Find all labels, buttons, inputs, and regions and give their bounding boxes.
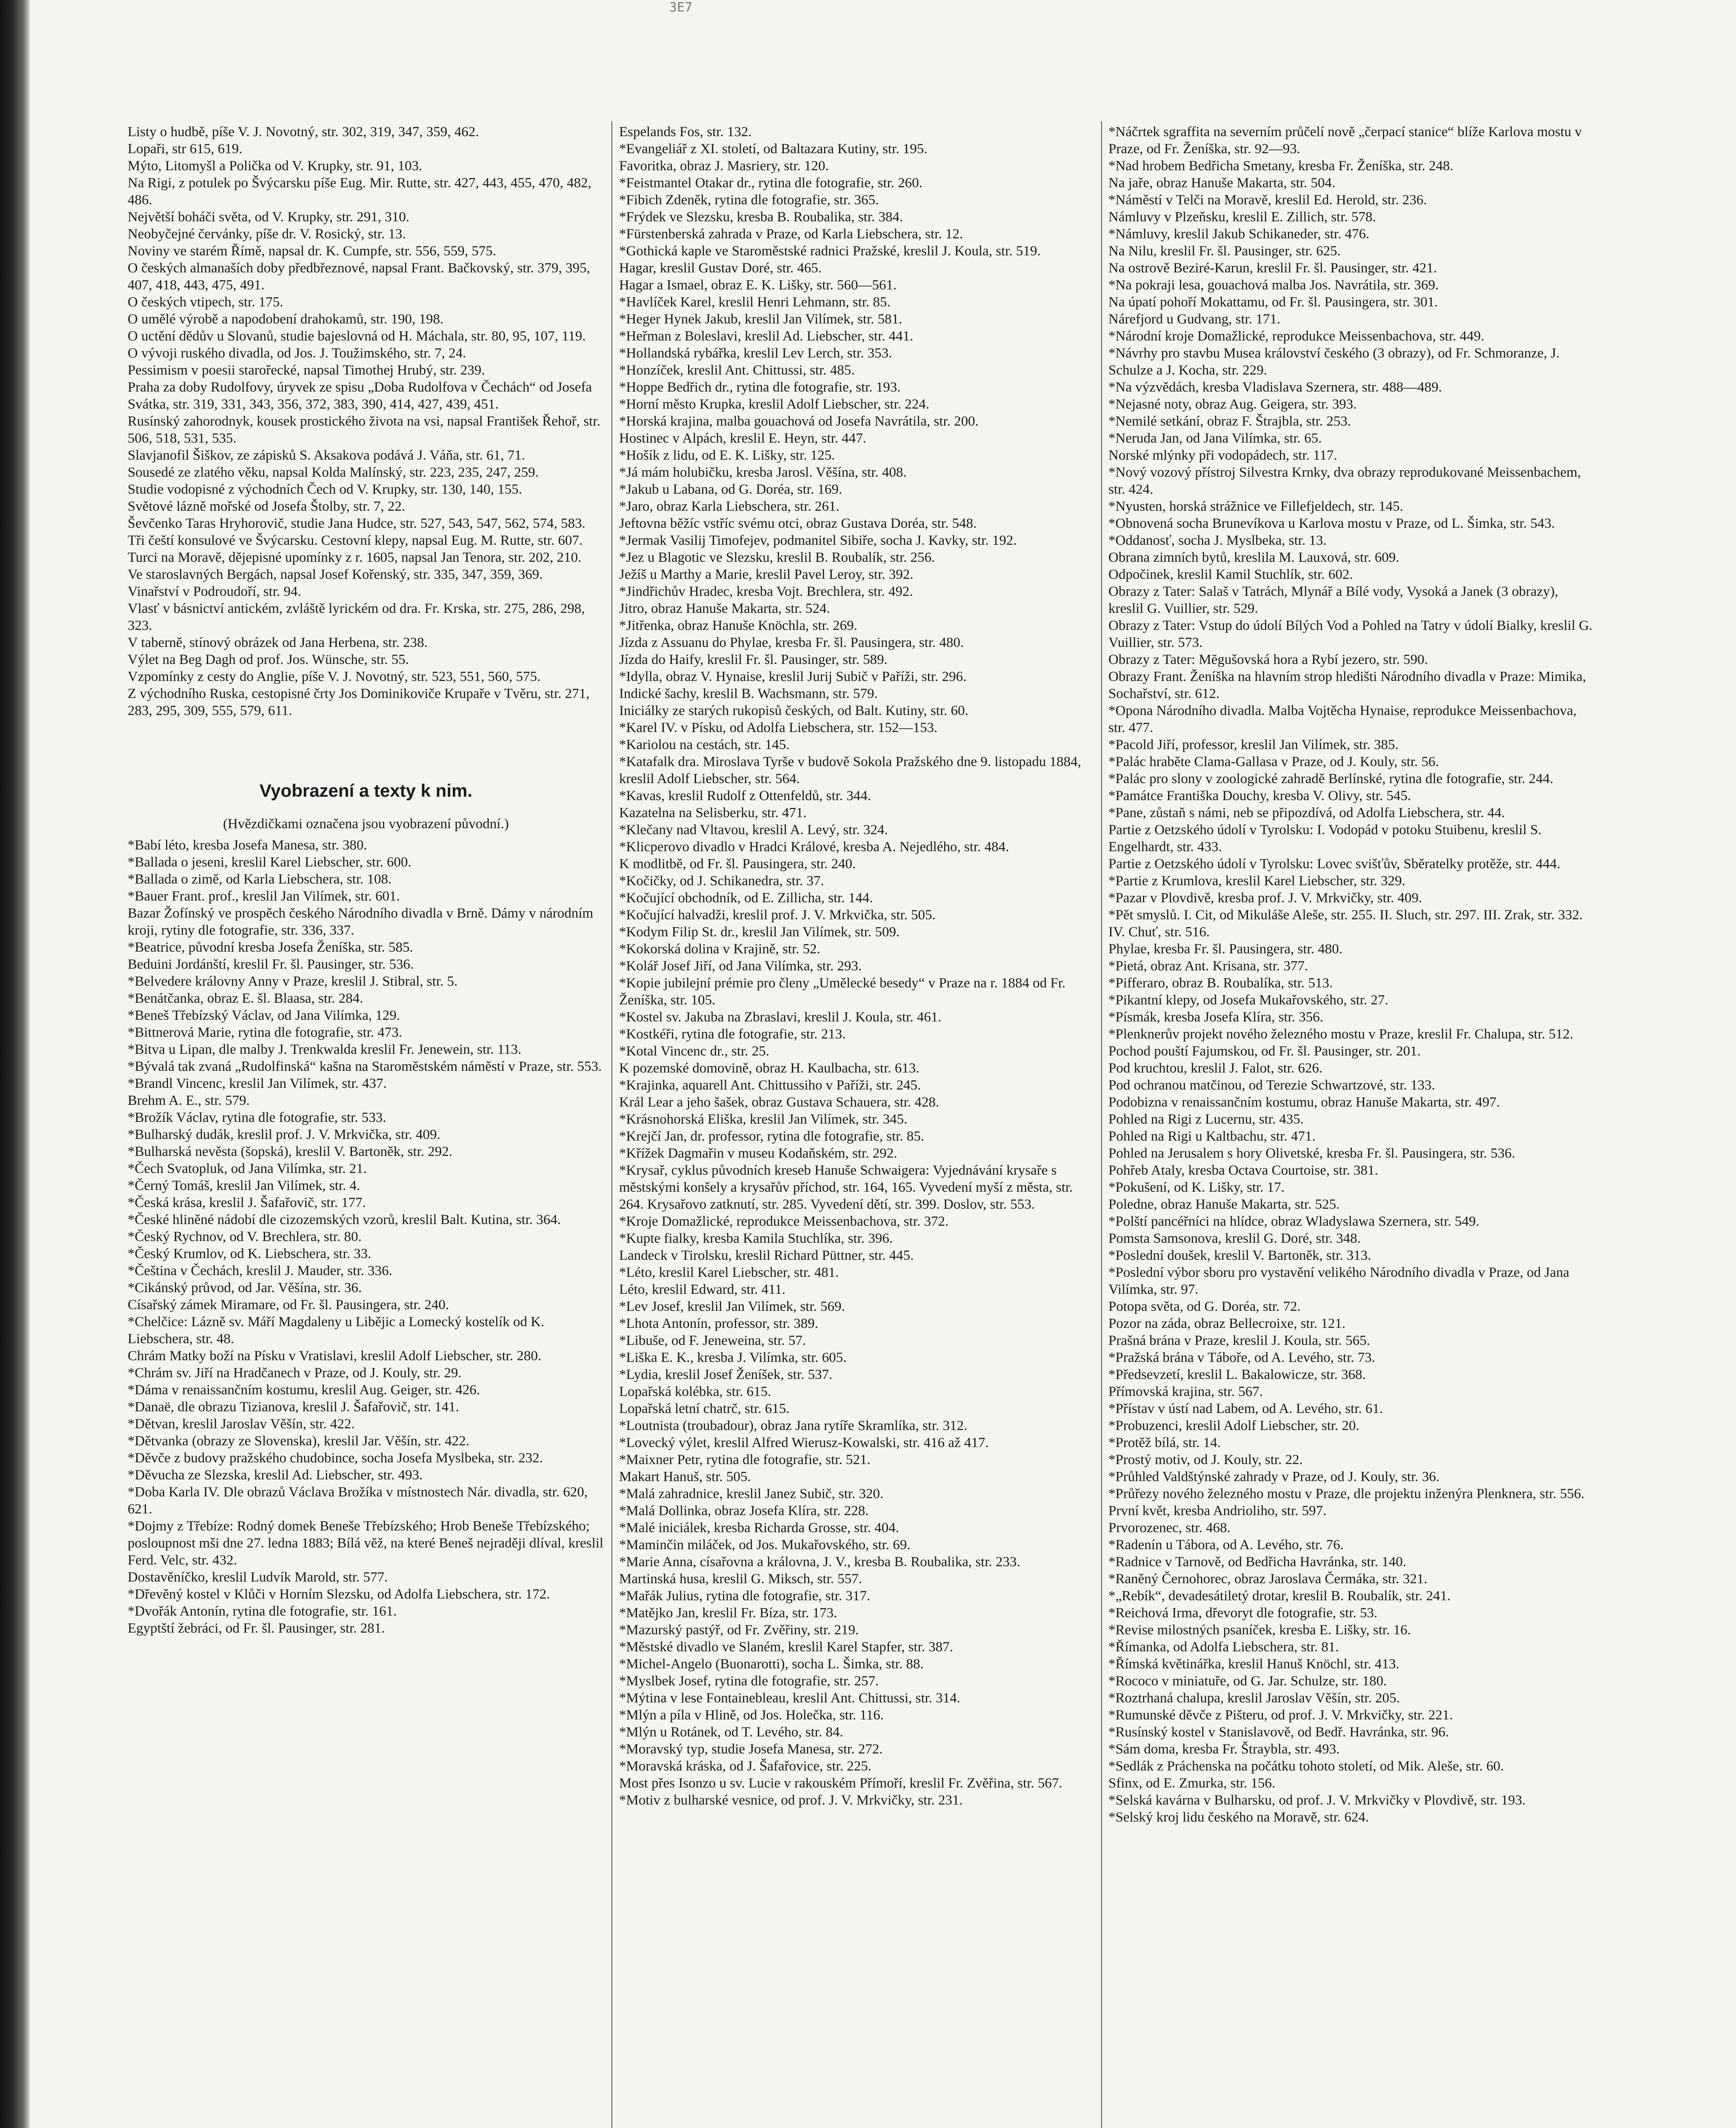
index-entry: *Motiv z bulharské vesnice, od prof. J. V. Mrkvičky, str. 231.	[619, 1793, 963, 1808]
index-entry: *Kupte fialky, kresba Kamila Stuchlíka, str. 396.	[619, 1231, 893, 1246]
index-entry: *Obnovená socha Brunevíkova u Karlova mostu v Praze, od L. Šimka, str. 543.	[1108, 516, 1555, 531]
index-entry: *Námluvy, kreslil Jakub Schikaneder, str. 476.	[1108, 226, 1370, 242]
index-entry: Jeftovna běžíc vstříc svému otci, obraz Gustava Doréa, str. 548.	[619, 516, 977, 531]
index-entry: Král Lear a jeho šašek, obraz Gustava Schauera, str. 428.	[619, 1095, 939, 1110]
index-entry: *Pacold Jiří, professor, kreslil Jan Vilímek, str. 385.	[1108, 737, 1399, 752]
index-entry: *Pikantní klepy, od Josefa Mukařovského, str. 27.	[1108, 992, 1388, 1008]
index-entry: Potopa světa, od G. Doréa, str. 72.	[1108, 1299, 1301, 1314]
index-entry: *Cikánský průvod, od Jar. Věšína, str. 36.	[128, 1280, 362, 1296]
index-entry: Studie vodopisné z východních Čech od V. Krupky, str. 130, 140, 155.	[128, 482, 522, 497]
index-entry: Obrazy z Tater: Vstup do údolí Bílých Vod a Pohled na Tatry v údolí Bialky, kreslil G. Vuillier, str. 573.	[1108, 618, 1593, 650]
index-entry: *Dáma v renaissančním kostumu, kreslil Aug. Geiger, str. 426.	[128, 1382, 480, 1398]
index-entry: Slavjanofil Šiškov, ze zápisků S. Aksakova podává J. Váňa, str. 61, 71.	[128, 448, 525, 463]
index-entry: *Michel-Angelo (Buonarotti), socha L. Šimka, str. 88.	[619, 1656, 924, 1672]
index-entry: O vývoji ruského divadla, od Jos. J. Toužimského, str. 7, 24.	[128, 346, 466, 361]
index-entry: *Památce Františka Douchy, kresba V. Olivy, str. 545.	[1108, 788, 1411, 804]
index-entry: *Bitva u Lipan, dle malby J. Trenkwalda kreslil Fr. Jenewein, str. 113.	[128, 1042, 522, 1057]
index-entry: *Frýdek ve Slezsku, kresba B. Roubalika, str. 384.	[619, 209, 903, 225]
index-entry: *Pražská brána v Táboře, od A. Levého, str. 73.	[1108, 1350, 1376, 1365]
index-entry: Rusínský zahorodnyk, kousek prostického života na vsi, napsal František Řehoř, str. 506, 518, 531, 535.	[128, 414, 600, 446]
index-entry: Světové lázně mořské od Josefa Štolby, str. 7, 22.	[128, 499, 405, 514]
index-entry: Pohled na Jerusalem s hory Olivetské, kresba Fr. šl. Pausingera, str. 536.	[1108, 1146, 1515, 1161]
index-entry: *Malá Dollinka, obraz Josefa Klíra, str. 228.	[619, 1503, 869, 1519]
index-entry: Phylae, kresba Fr. šl. Pausingera, str. 480.	[1108, 941, 1342, 957]
index-entry: *Římská květinářka, kreslil Hanuš Knöchl, str. 413.	[1108, 1656, 1399, 1672]
index-entry: Přímovská krajina, str. 567.	[1108, 1384, 1263, 1399]
index-entry: *Hollandská rybářka, kreslil Lev Lerch, str. 353.	[619, 346, 892, 361]
index-entry: *Průřezy nového železného mostu v Praze, dle projektu inženýra Plenknera, str. 556.	[1108, 1486, 1585, 1502]
index-entry: *Čeština v Čechách, kreslil J. Mauder, str. 336.	[128, 1263, 392, 1279]
index-entry: Pohřeb Ataly, kresba Octava Courtoise, str. 381.	[1108, 1163, 1378, 1178]
section-note: (Hvězdičkami označena jsou vyobrazení původní.)	[223, 816, 509, 832]
index-entry: *Rusínský kostel v Stanislavově, od Bedř. Havránka, str. 96.	[1108, 1725, 1449, 1740]
index-entry: Obrazy z Tater: Salaš v Tatrách, Mlynář a Bílé vody, Vysoká a Janek (3 obrazy), kreslil G. Vuillier, str. 529.	[1108, 584, 1559, 616]
index-entry: Pod kruchtou, kreslil J. Falot, str. 626.	[1108, 1061, 1323, 1076]
index-entry: Námluvy v Plzeňsku, kreslil E. Zillich, str. 578.	[1108, 209, 1376, 225]
index-entry: Egyptští žebráci, od Fr. šl. Pausinger, str. 281.	[128, 1621, 385, 1636]
index-entry: *Gothická kaple ve Staroměstské radnici Pražské, kreslil J. Koula, str. 519.	[619, 243, 1041, 259]
index-entry: Ve staroslavných Bergách, napsal Josef Kořenský, str. 335, 347, 359, 369.	[128, 567, 543, 582]
index-entry: Ševčenko Taras Hryhorovič, studie Jana Hudce, str. 527, 543, 547, 562, 574, 583.	[128, 516, 585, 531]
index-entry: *Heger Hynek Jakub, kreslil Jan Vilímek, str. 581.	[619, 312, 902, 327]
index-entry: *Děvucha ze Slezska, kreslil Ad. Liebscher, str. 493.	[128, 1467, 423, 1483]
index-column-2	[619, 123, 1094, 1809]
index-entry: Výlet na Beg Dagh od prof. Jos. Wünsche, str. 55.	[128, 652, 409, 667]
index-entry: *Brandl Vincenc, kreslil Jan Vilímek, str. 437.	[128, 1076, 387, 1091]
index-entry: Na ostrově Beziré-Karun, kreslil Fr. šl. Pausinger, str. 421.	[1108, 260, 1437, 276]
index-entry: *Selská kavárna v Bulharsku, od prof. J. V. Mrkvičky v Plovdivě, str. 193.	[1108, 1793, 1526, 1808]
index-entry: *Dětvan, kreslil Jaroslav Věšín, str. 422.	[128, 1416, 355, 1432]
index-entry: *Libuše, od F. Jeneweina, str. 57.	[619, 1333, 806, 1348]
index-entry: Odpočinek, kreslil Kamil Stuchlík, str. 602.	[1108, 567, 1353, 582]
index-entry: *Chrám sv. Jiří na Hradčanech v Praze, od J. Kouly, str. 29.	[128, 1365, 462, 1381]
index-entry: *Dojmy z Třebíze: Rodný domek Beneše Třebízského; Hrob Beneše Třebízského; posloupnost mši dne 27. ledna 1883; Bílá věž, na které Beneš nejraději dlíval, kreslil Ferd. Velc, str. 432.	[128, 1519, 604, 1568]
index-entry: *Krejčí Jan, dr. professor, rytina dle fotografie, str. 85.	[619, 1129, 925, 1144]
index-entry: *Bulharský dudák, kreslil prof. J. V. Mrkvička, str. 409.	[128, 1127, 440, 1142]
index-entry: *Kočující obchodník, od E. Zillicha, str. 144.	[619, 890, 873, 906]
index-entry: *Evangeliář z XI. století, od Baltazara Kutiny, str. 195.	[619, 141, 928, 157]
index-entry: *Havlíček Karel, kreslil Henri Lehmann, str. 85.	[619, 295, 891, 310]
index-entry: Největší boháči světa, od V. Krupky, str. 291, 310.	[128, 209, 410, 225]
index-entry: V taberně, stínový obrázek od Jana Herbena, str. 238.	[128, 635, 428, 650]
index-entry: První květ, kresba Andrioliho, str. 597.	[1108, 1503, 1327, 1519]
index-entry: *Chelčice: Lázně sv. Máří Magdaleny u Libějic a Lomecký kostelík od K. Liebschera, str. 48.	[128, 1314, 545, 1347]
index-entry: *Reichová Irma, dřevoryt dle fotografie, str. 53.	[1108, 1605, 1378, 1621]
index-entry: *Kokorská dolina v Krajině, str. 52.	[619, 941, 820, 957]
index-entry: Na jaře, obraz Hanuše Makarta, str. 504.	[1108, 175, 1336, 191]
index-entry: *Kočičky, od J. Schikanedra, str. 37.	[619, 873, 824, 889]
index-entry: Vzpomínky z cesty do Anglie, píše V. J. Novotný, str. 523, 551, 560, 575.	[128, 669, 541, 684]
index-entry: *Poslední doušek, kreslil V. Bartoněk, str. 313.	[1108, 1248, 1371, 1263]
index-entry: Landeck v Tirolsku, kreslil Richard Püttner, str. 445.	[619, 1248, 914, 1263]
index-entry: *Bittnerová Marie, rytina dle fotografie, str. 473.	[128, 1025, 403, 1040]
index-column-3	[1108, 123, 1596, 1826]
section-title: Vyobrazení a texty k nim.	[259, 781, 473, 801]
index-entry: *Radnice v Tarnově, od Bedřicha Havránka, str. 140.	[1108, 1554, 1406, 1570]
index-entry: *Loutnista (troubadour), obraz Jana rytíře Skramlíka, str. 312.	[619, 1418, 968, 1433]
index-entry: *Malá zahradnice, kreslil Janez Subič, str. 320.	[619, 1486, 884, 1502]
index-entry: Praha za doby Rudolfovy, úryvek ze spisu „Doba Rudolfova v Čechách“ od Josefa Svátka, str. 319, 331, 343, 356, 372, 383, 390, 414, 427, 439, 451.	[128, 380, 592, 412]
index-entry: Pochod pouští Fajumskou, od Fr. šl. Pausinger, str. 201.	[1108, 1044, 1421, 1059]
index-entry: *Pifferaro, obraz B. Roubalíka, str. 513.	[1108, 975, 1333, 991]
index-entry: *Mařák Julius, rytina dle fotografie, str. 317.	[619, 1588, 871, 1604]
index-entry: *Český Krumlov, od K. Liebschera, str. 33.	[128, 1246, 371, 1261]
index-entry: *Kostel sv. Jakuba na Zbraslavi, kreslil J. Koula, str. 461.	[619, 1010, 942, 1025]
index-entry: *Babí léto, kresba Josefa Manesa, str. 380.	[128, 838, 367, 853]
index-entry: Na Nilu, kreslil Fr. šl. Pausinger, str. 625.	[1108, 243, 1341, 259]
index-entry: Pessimism v poesii starořecké, napsal Timothej Hrubý, str. 239.	[128, 363, 485, 378]
index-entry: Espelands Fos, str. 132.	[619, 124, 752, 140]
index-entry: *Doba Karla IV. Dle obrazů Václava Brožíka v místnostech Nár. divadla, str. 620, 621.	[128, 1484, 588, 1517]
index-entry: Pohled na Rigi z Lucernu, str. 435.	[1108, 1112, 1304, 1127]
illustration-index-list	[619, 123, 1094, 1809]
index-entry: Obrana zimních bytů, kreslila M. Lauxová, str. 609.	[1108, 550, 1399, 565]
index-entry: *Křížek Dagmařin v museu Kodaňském, str. 292.	[619, 1146, 897, 1161]
index-entry: *Český Rychnov, od V. Brechlera, str. 80.	[128, 1229, 362, 1244]
index-entry: Císařský zámek Miramare, od Fr. šl. Pausingera, str. 240.	[128, 1297, 449, 1313]
index-entry: *České hliněné nádobí dle cizozemských vzorů, kreslil Balt. Kutina, str. 364.	[128, 1212, 561, 1227]
index-entry: *Jez u Blagotic ve Slezsku, kreslil B. Roubalík, str. 256.	[619, 550, 935, 565]
index-entry: *Kočující halvadži, kreslil prof. J. V. Mrkvička, str. 505.	[619, 907, 936, 923]
index-entry: *Pietá, obraz Ant. Krisana, str. 377.	[1108, 958, 1308, 974]
index-entry: *Rumunské děvče z Pišteru, od prof. J. V. Mrkvičky, str. 221.	[1108, 1708, 1453, 1723]
index-entry: Favoritka, obraz J. Masriery, str. 120.	[619, 158, 829, 174]
index-entry: *Bauer Frant. prof., kreslil Jan Vilímek, str. 601.	[128, 889, 400, 904]
index-entry: O umělé výrobě a napodobení drahokamů, str. 190, 198.	[128, 312, 444, 327]
index-entry: Nárefjord u Gudvang, str. 171.	[1108, 312, 1281, 327]
index-entry: *Krysař, cyklus původních kreseb Hanuše Schwaigera: Vyjednávání krysaře s městskými konšely a krysařův příchod, str. 164, 165. Vyvedení myší z města, str. 264. Krysařovo zatknutí, str. 285. Vyvedení dětí, str. 399. Doslov, str. 553.	[619, 1163, 1073, 1212]
index-entry: *Radenín u Tábora, od A. Levého, str. 76.	[1108, 1537, 1344, 1553]
index-entry: Pod ochranou matčinou, od Terezie Schwartzové, str. 133.	[1108, 1078, 1435, 1093]
index-entry: *Raněný Černohorec, obraz Jaroslava Čermáka, str. 321.	[1108, 1571, 1428, 1587]
index-entry: *Sám doma, kresba Fr. Štraybla, str. 493.	[1108, 1742, 1340, 1757]
index-entry: *Danaë, dle obrazu Tizianova, kreslil J. Šafařovič, str. 141.	[128, 1399, 459, 1415]
index-entry: *Kostkéři, rytina dle fotografie, str. 213.	[619, 1027, 846, 1042]
index-entry: *Kolář Josef Jiří, od Jana Vilímka, str. 293.	[619, 958, 862, 974]
index-entry: *Pět smyslů. I. Cit, od Mikuláše Aleše, str. 255. II. Sluch, str. 297. III. Zrak, str. 332. IV. Chuť, str. 516.	[1108, 907, 1583, 940]
index-entry: *Bývalá tak zvaná „Rudolfinská“ kašna na Staroměstském náměstí v Praze, str. 553.	[128, 1059, 602, 1074]
index-entry: *Liška E. K., kresba J. Vilímka, str. 605.	[619, 1350, 847, 1365]
index-entry: *Klečany nad Vltavou, kreslil A. Levý, str. 324.	[619, 822, 888, 838]
index-entry: K modlitbě, od Fr. šl. Pausingera, str. 240.	[619, 856, 856, 872]
index-entry: *Polští pancéřníci na hlídce, obraz Wladyslawa Szernera, str. 549.	[1108, 1214, 1479, 1229]
index-entry: *Na pokraji lesa, gouachová malba Jos. Navrátila, str. 369.	[1108, 277, 1439, 293]
index-entry: Vinařství v Podroudoří, str. 94.	[128, 584, 301, 599]
index-entry: Lopařská kolébka, str. 615.	[619, 1384, 771, 1399]
index-entry: *Heřman z Boleslavi, kreslil Ad. Liebscher, str. 441.	[619, 329, 914, 344]
index-entry: *Kavas, kreslil Rudolf z Ottenfeldů, str. 344.	[619, 788, 871, 804]
index-entry: Indické šachy, kreslil B. Wachsmann, str. 579.	[619, 686, 878, 701]
illustration-index-list	[128, 837, 604, 1637]
book-spine-shadow	[0, 0, 30, 2128]
illustration-index-list	[1108, 123, 1596, 1826]
index-entry: *Lovecký výlet, kreslil Alfred Wierusz-Kowalski, str. 416 až 417.	[619, 1435, 989, 1450]
index-entry: Na úpatí pohoří Mokattamu, od Fr. šl. Pausingera, str. 301.	[1108, 295, 1438, 310]
index-entry: Hagar, kreslil Gustav Doré, str. 465.	[619, 260, 822, 276]
index-entry: *Kopie jubilejní prémie pro členy „Umělecké besedy“ v Praze na r. 1884 od Fr. Ženíška, str. 105.	[619, 975, 1066, 1008]
index-entry: Kazatelna na Selisberku, str. 471.	[619, 805, 807, 821]
index-entry: *Fibich Zdeněk, rytina dle fotografie, str. 365.	[619, 192, 879, 208]
index-entry: *Marie Anna, císařovna a královna, J. V., kresba B. Roubalika, str. 233.	[619, 1554, 1020, 1570]
index-entry: Na Rigi, z potulek po Švýcarsku píše Eug. Mir. Rutte, str. 427, 443, 455, 470, 482, 486.	[128, 175, 591, 208]
index-entry: *Hoppe Bedřich dr., rytina dle fotografie, str. 193.	[619, 380, 901, 395]
index-entry: *Beatrice, původní kresba Josefa Ženíška, str. 585.	[128, 940, 413, 955]
index-entry: Lopařská letní chatrč, str. 615.	[619, 1401, 790, 1416]
index-entry: *Návrhy pro stavbu Musea království českého (3 obrazy), od Fr. Schmoranze, J. Schulze a J. Kocha, str. 229.	[1108, 346, 1560, 378]
index-entry: Chrám Matky boží na Písku v Vratislavi, kreslil Adolf Liebscher, str. 280.	[128, 1348, 542, 1364]
index-entry: *Beneš Třebízský Václav, od Jana Vilímka, 129.	[128, 1008, 400, 1023]
index-entry: *Katafalk dra. Miroslava Tyrše v budově Sokola Pražského dne 9. listopadu 1884, kreslil Adolf Liebscher, str. 564.	[619, 754, 1081, 787]
article-index-list	[128, 123, 604, 719]
index-entry: Léto, kreslil Edward, str. 411.	[619, 1282, 786, 1297]
index-entry: *„Rebík“, devadesátiletý drotar, kreslil B. Roubalík, str. 241.	[1108, 1588, 1451, 1604]
index-entry: *Lydia, kreslil Josef Ženíšek, str. 537.	[619, 1367, 833, 1382]
index-entry: Hostinec v Alpách, kreslil E. Heyn, str. 447.	[619, 431, 867, 446]
index-entry: *Dřevěný kostel v Klůči v Horním Slezsku, od Adolfa Liebschera, str. 172.	[128, 1587, 550, 1602]
index-entry: Prvorozenec, str. 468.	[1108, 1520, 1231, 1536]
index-entry: Pozor na záda, obraz Bellecroixe, str. 121.	[1108, 1316, 1346, 1331]
index-entry: *Ballada o jeseni, kreslil Karel Liebscher, str. 600.	[128, 855, 411, 870]
index-entry: *Předsevzetí, kreslil L. Bakalowicze, str. 368.	[1108, 1367, 1366, 1382]
index-entry: *Písmák, kresba Josefa Klíra, str. 356.	[1108, 1010, 1324, 1025]
index-entry: Sfinx, od E. Zmurka, str. 156.	[1108, 1776, 1276, 1791]
index-entry: *Bulharská nevěsta (šopská), kreslil V. Bartoněk, str. 292.	[128, 1144, 453, 1159]
index-entry: *Národní kroje Domažlické, reprodukce Meissenbachova, str. 449.	[1108, 329, 1485, 344]
index-entry: Podobizna v renaissančním kostumu, obraz Hanuše Makarta, str. 497.	[1108, 1095, 1500, 1110]
index-entry: Jízda do Haify, kreslil Fr. šl. Pausinger, str. 589.	[619, 652, 888, 667]
index-entry: *Náměstí v Telči na Moravě, kreslil Ed. Herold, str. 236.	[1108, 192, 1427, 208]
index-entry: Vlasť v básnictví antickém, zvláště lyrickém od dra. Fr. Krska, str. 275, 286, 298, 323.	[128, 601, 585, 633]
index-entry: *Na výzvědách, kresba Vladislava Szernera, str. 488—489.	[1108, 380, 1442, 395]
index-entry: Mýto, Litomyšl a Polička od V. Krupky, str. 91, 103.	[128, 158, 423, 174]
index-entry: Ježíš u Marthy a Marie, kreslil Pavel Leroy, str. 392.	[619, 567, 914, 582]
index-entry: O českých vtipech, str. 175.	[128, 295, 283, 310]
index-entry: *Jitřenka, obraz Hanuše Knöchla, str. 269.	[619, 618, 857, 633]
index-entry: Poledne, obraz Hanuše Makarta, str. 525.	[1108, 1197, 1340, 1212]
index-entry: *Kariolou na cestách, str. 145.	[619, 737, 790, 752]
index-entry: Tři čeští konsulové ve Švýcarsku. Cestovní klepy, napsal Eug. M. Rutte, str. 607.	[128, 533, 583, 548]
index-entry: *Nad hrobem Bedřicha Smetany, kresba Fr. Ženíška, str. 248.	[1108, 158, 1453, 174]
index-entry: Z východního Ruska, cestopisné črty Jos Dominikoviče Krupaře v Tvěru, str. 271, 283, 295, 309, 555, 579, 611.	[128, 686, 590, 718]
index-entry: *Děvče z budovy pražského chudobince, socha Josefa Myslbeka, str. 232.	[128, 1450, 543, 1466]
index-entry: Sousedé ze zlatého věku, napsal Kolda Malínský, str. 223, 235, 247, 259.	[128, 465, 539, 480]
index-entry: *Palác hraběte Clama-Gallasa v Praze, od J. Kouly, str. 56.	[1108, 754, 1439, 769]
index-entry: *Maixner Petr, rytina dle fotografie, str. 521.	[619, 1452, 871, 1467]
index-entry: Neobyčejné červánky, píše dr. V. Rosický, str. 13.	[128, 226, 406, 242]
index-entry: *Ballada o zimě, od Karla Liebschera, str. 108.	[128, 872, 392, 887]
index-entry: *Malé iniciálek, kresba Richarda Grosse, str. 404.	[619, 1520, 899, 1536]
index-entry: *Partie z Krumlova, kreslil Karel Liebscher, str. 329.	[1108, 873, 1405, 889]
index-entry: Listy o hudbě, píše V. J. Novotný, str. 302, 319, 347, 359, 462.	[128, 124, 479, 140]
index-entry: *Revise milostných psaníček, kresba E. Lišky, str. 16.	[1108, 1622, 1411, 1638]
index-entry: Makart Hanuš, str. 505.	[619, 1469, 751, 1484]
index-entry: *Hošík z lidu, od E. K. Lišky, str. 125.	[619, 448, 835, 463]
index-entry: *Mlýn a píla v Hlině, od Jos. Holečka, str. 116.	[619, 1708, 884, 1723]
index-entry: *Krásnohorská Eliška, kreslil Jan Vilímek, str. 345.	[619, 1112, 908, 1127]
index-entry: *Pane, zůstaň s námi, neb se připozdívá, od Adolfa Liebschera, str. 44.	[1108, 805, 1505, 821]
index-entry: *Jermak Vasilij Timofejev, podmanitel Sibiře, socha J. Kavky, str. 192.	[619, 533, 1017, 548]
index-entry: Most přes Isonzo u sv. Lucie v rakouském Přímoří, kreslil Fr. Zvěřina, str. 567.	[619, 1776, 1062, 1791]
index-entry: *Mýtina v lese Fontainebleau, kreslil Ant. Chittussi, str. 314.	[619, 1690, 961, 1706]
index-entry: *Probuzenci, kreslil Adolf Liebscher, str. 20.	[1108, 1418, 1359, 1433]
index-entry: *Přístav v ústí nad Labem, od A. Levého, str. 61.	[1108, 1401, 1383, 1416]
index-entry: *Římanka, od Adolfa Liebschera, str. 81.	[1108, 1639, 1339, 1655]
index-entry: *Belvedere královny Anny v Praze, kreslil J. Stibral, str. 5.	[128, 974, 458, 989]
index-entry: Prašná brána v Praze, kreslil J. Koula, str. 565.	[1108, 1333, 1370, 1348]
index-entry: *Myslbek Josef, rytina dle fotografie, str. 257.	[619, 1673, 879, 1689]
index-column-1	[128, 123, 604, 1637]
index-entry: *Moravská kráska, od J. Šafařovice, str. 225.	[619, 1759, 871, 1774]
index-entry: Partie z Oetzského údolí v Tyrolsku: I. Vodopád v potoku Stuibenu, kreslil S. Engelhardt, str. 433.	[1108, 822, 1542, 855]
index-entry: K pozemské domovině, obraz H. Kaulbacha, str. 613.	[619, 1061, 919, 1076]
index-entry: *Jindřichův Hradec, kresba Vojt. Brechlera, str. 492.	[619, 584, 913, 599]
column-divider	[611, 121, 612, 2128]
index-entry: *Kodym Filip St. dr., kreslil Jan Vilímek, str. 509.	[619, 924, 900, 940]
index-entry: *Matějko Jan, kreslil Fr. Bíza, str. 173.	[619, 1605, 837, 1621]
index-entry: *Klicperovo divadlo v Hradci Králové, kresba A. Nejedlého, str. 484.	[619, 839, 1009, 855]
index-entry: Pomsta Samsonova, kreslil G. Doré, str. 348.	[1108, 1231, 1361, 1246]
index-entry: *Pazar v Plovdivě, kresba prof. J. V. Mrkvičky, str. 409.	[1108, 890, 1422, 906]
index-entry: *Neruda Jan, od Jana Vilímka, str. 65.	[1108, 431, 1322, 446]
index-entry: *Já mám holubičku, kresba Jarosl. Věšína, str. 408.	[619, 465, 907, 480]
index-entry: Dostavěníčko, kreslil Ludvík Marold, str. 577.	[128, 1570, 388, 1585]
index-entry: *Oddanosť, socha J. Myslbeka, str. 13.	[1108, 533, 1327, 548]
index-entry: *Průhled Valdštýnské zahrady v Praze, od J. Kouly, str. 36.	[1108, 1469, 1440, 1484]
index-entry: O uctění dědův u Slovanů, studie bajeslovná od H. Máchala, str. 80, 95, 107, 119.	[128, 329, 586, 344]
index-entry: *Nový vozový přístroj Silvestra Krnky, dva obrazy reprodukované Meissenbachem, str. 424.	[1108, 465, 1581, 497]
index-entry: *Mazurský pastýř, od Fr. Zvěřiny, str. 219.	[619, 1622, 859, 1638]
index-entry: Bazar Žofínský ve prospěch českého Národního divadla v Brně. Dámy v národním kroji, rytiny dle fotografie, str. 336, 337.	[128, 906, 594, 938]
index-entry: *Česká krása, kreslil J. Šafařovič, str. 177.	[128, 1195, 366, 1210]
index-entry: *Fürstenberská zahrada v Praze, od Karla Liebschera, str. 12.	[619, 226, 963, 242]
index-entry: *Černý Tomáš, kreslil Jan Vilímek, str. 4.	[128, 1178, 360, 1193]
index-entry: *Maminčin miláček, od Jos. Mukařovského, str. 69.	[619, 1537, 911, 1553]
index-entry: *Brožík Václav, rytina dle fotografie, str. 533.	[128, 1110, 386, 1125]
index-entry: Norské mlýnky při vodopádech, str. 117.	[1108, 448, 1337, 463]
index-entry: *Prostý motiv, od J. Kouly, str. 22.	[1108, 1452, 1303, 1467]
index-entry: *Pokušení, od K. Lišky, str. 17.	[1108, 1180, 1285, 1195]
index-entry: *Roztrhaná chalupa, kreslil Jaroslav Věšín, str. 205.	[1108, 1690, 1400, 1706]
index-entry: Brehm A. E., str. 579.	[128, 1093, 250, 1108]
index-entry: *Rococo v miniatuře, od G. Jar. Schulze, str. 180.	[1108, 1673, 1387, 1689]
index-entry: *Náčrtek sgraffita na severním průčelí nově „čerpací stanice“ blíže Karlova mostu v Praze, od Fr. Ženíška, str. 92—93.	[1108, 124, 1582, 157]
index-entry: *Čech Svatopluk, od Jana Vilímka, str. 21.	[128, 1161, 367, 1176]
index-entry: *Jaro, obraz Karla Liebschera, str. 261.	[619, 499, 839, 514]
index-entry: *Opona Národního divadla. Malba Vojtěcha Hynaise, reprodukce Meissenbachova, str. 477.	[1108, 703, 1577, 735]
index-entry: Hagar a Ismael, obraz E. K. Lišky, str. 560—561.	[619, 277, 897, 293]
index-entry: Turci na Moravě, dějepisné upomínky z r. 1605, napsal Jan Tenora, str. 202, 210.	[128, 550, 582, 565]
header-mark: 3E7	[669, 0, 693, 15]
index-entry: Jízda z Assuanu do Phylae, kresba Fr. šl. Pausingera, str. 480.	[619, 635, 964, 650]
index-entry: Pohled na Rigi u Kaltbachu, str. 471.	[1108, 1129, 1316, 1144]
index-entry: *Kotal Vincenc dr., str. 25.	[619, 1044, 770, 1059]
index-entry: Iniciálky ze starých rukopisů českých, od Balt. Kutiny, str. 60.	[619, 703, 968, 718]
index-entry: *Lhota Antonín, professor, str. 389.	[619, 1316, 818, 1331]
index-entry: *Plenknerův projekt nového železného mostu v Praze, kreslil Fr. Chalupa, str. 512.	[1108, 1027, 1573, 1042]
index-entry: *Nemilé setkání, obraz F. Štrajbla, str. 253.	[1108, 414, 1351, 429]
index-entry: *Mlýn u Rotánek, od T. Levého, str. 84.	[619, 1725, 843, 1740]
index-entry: O českých almanaších doby předbřeznové, napsal Frant. Bačkovský, str. 379, 395, 407, 418, 443, 475, 491.	[128, 260, 590, 293]
index-entry: *Benátčanka, obraz E. šl. Blaasa, str. 284.	[128, 991, 363, 1006]
index-entry: *Idylla, obraz V. Hynaise, kreslil Jurij Subič v Paříži, str. 296.	[619, 669, 967, 684]
index-entry: *Kroje Domažlické, reprodukce Meissenbachova, str. 372.	[619, 1214, 949, 1229]
index-entry: Noviny ve starém Římě, napsal dr. K. Cumpfe, str. 556, 559, 575.	[128, 243, 497, 259]
index-entry: *Karel IV. v Písku, od Adolfa Liebschera, str. 152—153.	[619, 720, 938, 735]
index-entry: Obrazy Frant. Ženíška na hlavním strop hledišti Národního divadla v Praze: Mimika, Sochařství, str. 612.	[1108, 669, 1586, 701]
column-divider	[1101, 121, 1102, 2128]
index-entry: *Feistmantel Otakar dr., rytina dle fotografie, str. 260.	[619, 175, 922, 191]
index-entry: Partie z Oetzského údolí v Tyrolsku: Lovec svišťův, Sběratelky protěže, str. 444.	[1108, 856, 1561, 872]
index-entry: Lopaři, str 615, 619.	[128, 141, 243, 157]
index-entry: *Jakub u Labana, od G. Doréa, str. 169.	[619, 482, 842, 497]
index-entry: *Honzíček, kreslil Ant. Chittussi, str. 485.	[619, 363, 855, 378]
index-entry: *Horní město Krupka, kreslil Adolf Liebscher, str. 224.	[619, 397, 930, 412]
index-entry: *Protěž bílá, str. 14.	[1108, 1435, 1221, 1450]
index-entry: *Horská krajina, malba gouachová od Josefa Navrátila, str. 200.	[619, 414, 979, 429]
index-entry: Martinská husa, kreslil G. Miksch, str. 557.	[619, 1571, 862, 1587]
index-entry: *Dětvanka (obrazy ze Slovenska), kreslil Jar. Věšín, str. 422.	[128, 1433, 470, 1449]
index-entry: *Nyusten, horská strážnice ve Fillefjeldech, str. 145.	[1108, 499, 1403, 514]
index-entry: *Palác pro slony v zoologické zahradě Berlínské, rytina dle fotografie, str. 244.	[1108, 771, 1553, 787]
index-entry: *Moravský typ, studie Josefa Manesa, str. 272.	[619, 1742, 883, 1757]
index-entry: Jitro, obraz Hanuše Makarta, str. 524.	[619, 601, 830, 616]
index-entry: *Krajinka, aquarell Ant. Chittussiho v Paříži, str. 245.	[619, 1078, 921, 1093]
index-entry: Obrazy z Tater: Mĕgušovská hora a Rybí jezero, str. 590.	[1108, 652, 1428, 667]
index-entry: *Lev Josef, kreslil Jan Vilímek, str. 569.	[619, 1299, 845, 1314]
index-entry: *Poslední výbor sboru pro vystavění velikého Národního divadla v Praze, od Jana Vilímka, str. 97.	[1108, 1265, 1570, 1297]
index-entry: *Léto, kreslil Karel Liebscher, str. 481.	[619, 1265, 839, 1280]
index-entry: *Selský kroj lidu českého na Moravě, str. 624.	[1108, 1810, 1369, 1825]
index-entry: *Nejasné noty, obraz Aug. Geigera, str. 393.	[1108, 397, 1357, 412]
index-entry: Beduini Jordánští, kreslil Fr. šl. Pausinger, str. 536.	[128, 957, 414, 972]
index-entry: *Městské divadlo ve Slaném, kreslil Karel Stapfer, str. 387.	[619, 1639, 954, 1655]
index-entry: *Sedlák z Práchenska na počátku tohoto století, od Mik. Aleše, str. 60.	[1108, 1759, 1504, 1774]
index-entry: *Dvořák Antonín, rytina dle fotografie, str. 161.	[128, 1604, 397, 1619]
